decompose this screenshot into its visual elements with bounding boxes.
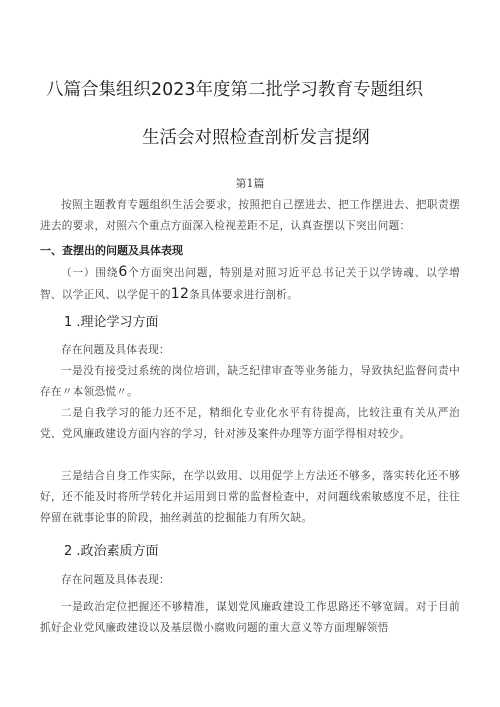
intro-paragraph: 按照主题教育专题组织生活会要求，按照把自己摆进去、把工作摆进去、把职责摆进去的要求，对照六个重点方面深入检视差距不足，认真查摆以下突出问题： xyxy=(40,199,460,232)
subsection2-intro: 存在问题及具体表现： xyxy=(61,574,170,586)
document-title-line-2: 生活会对照检查剖析发言提纲 xyxy=(142,128,370,148)
subsection1-point-1: 一是没有接受过系统的岗位培训，缺乏纪律审查等业务能力，导致执纪监督问责中存在〃本领恐慌〃。 xyxy=(40,365,460,398)
section1-number-b: 12 xyxy=(170,286,190,302)
section1-number-a: 6 xyxy=(118,264,128,280)
section1-text-a: （一）围绕 xyxy=(61,267,119,279)
section-heading-problems: 一、查摆出的问题及具体表现 xyxy=(40,244,183,257)
part-label: 第1篇 xyxy=(235,177,265,190)
section1-text-b: 个方面突出问题，特别是对照习近平总书记关于以学铸魂、以学增智、以学正风、以学促干的 xyxy=(40,267,461,301)
subsection1-point-3: 三是结合自身工作实际，在学以致用、以用促学上方法还不够多，落实转化还不够好，还不能及时将所学转化并运用到日常的监督检查中，对问题线索敏感度不足，往往停留在就事论事的阶段，抽丝剥茧的挖掘能力有所欠缺。 xyxy=(40,470,460,524)
subsection-heading-theory: 1 .理论学习方面 xyxy=(64,315,159,330)
subsection1-intro: 存在问题及具体表现： xyxy=(61,344,170,356)
section1-text-c: 条具体要求进行剖析。 xyxy=(189,289,299,301)
section1-paragraph xyxy=(40,262,460,306)
subsection1-point-2: 二是自我学习的能力还不足，精细化专业化水平有待提高，比较注重有关从严治党、党风廉政建设方面内容的学习，针对涉及案件办理等方面学得相对较少。 xyxy=(40,407,460,440)
subsection2-point-1: 一是政治定位把握还不够精准，谋划党风廉政建设工作思路还不够宽阔。对于目前抓好企业党风廉政建设以及基层微小腐败问题的重大意义等方面理解领悟 xyxy=(40,601,460,634)
document-title-line-1: 八篇合集组织2023年度第二批学习教育专题组织 xyxy=(46,80,424,100)
subsection-heading-political: 2 .政治素质方面 xyxy=(64,544,159,559)
